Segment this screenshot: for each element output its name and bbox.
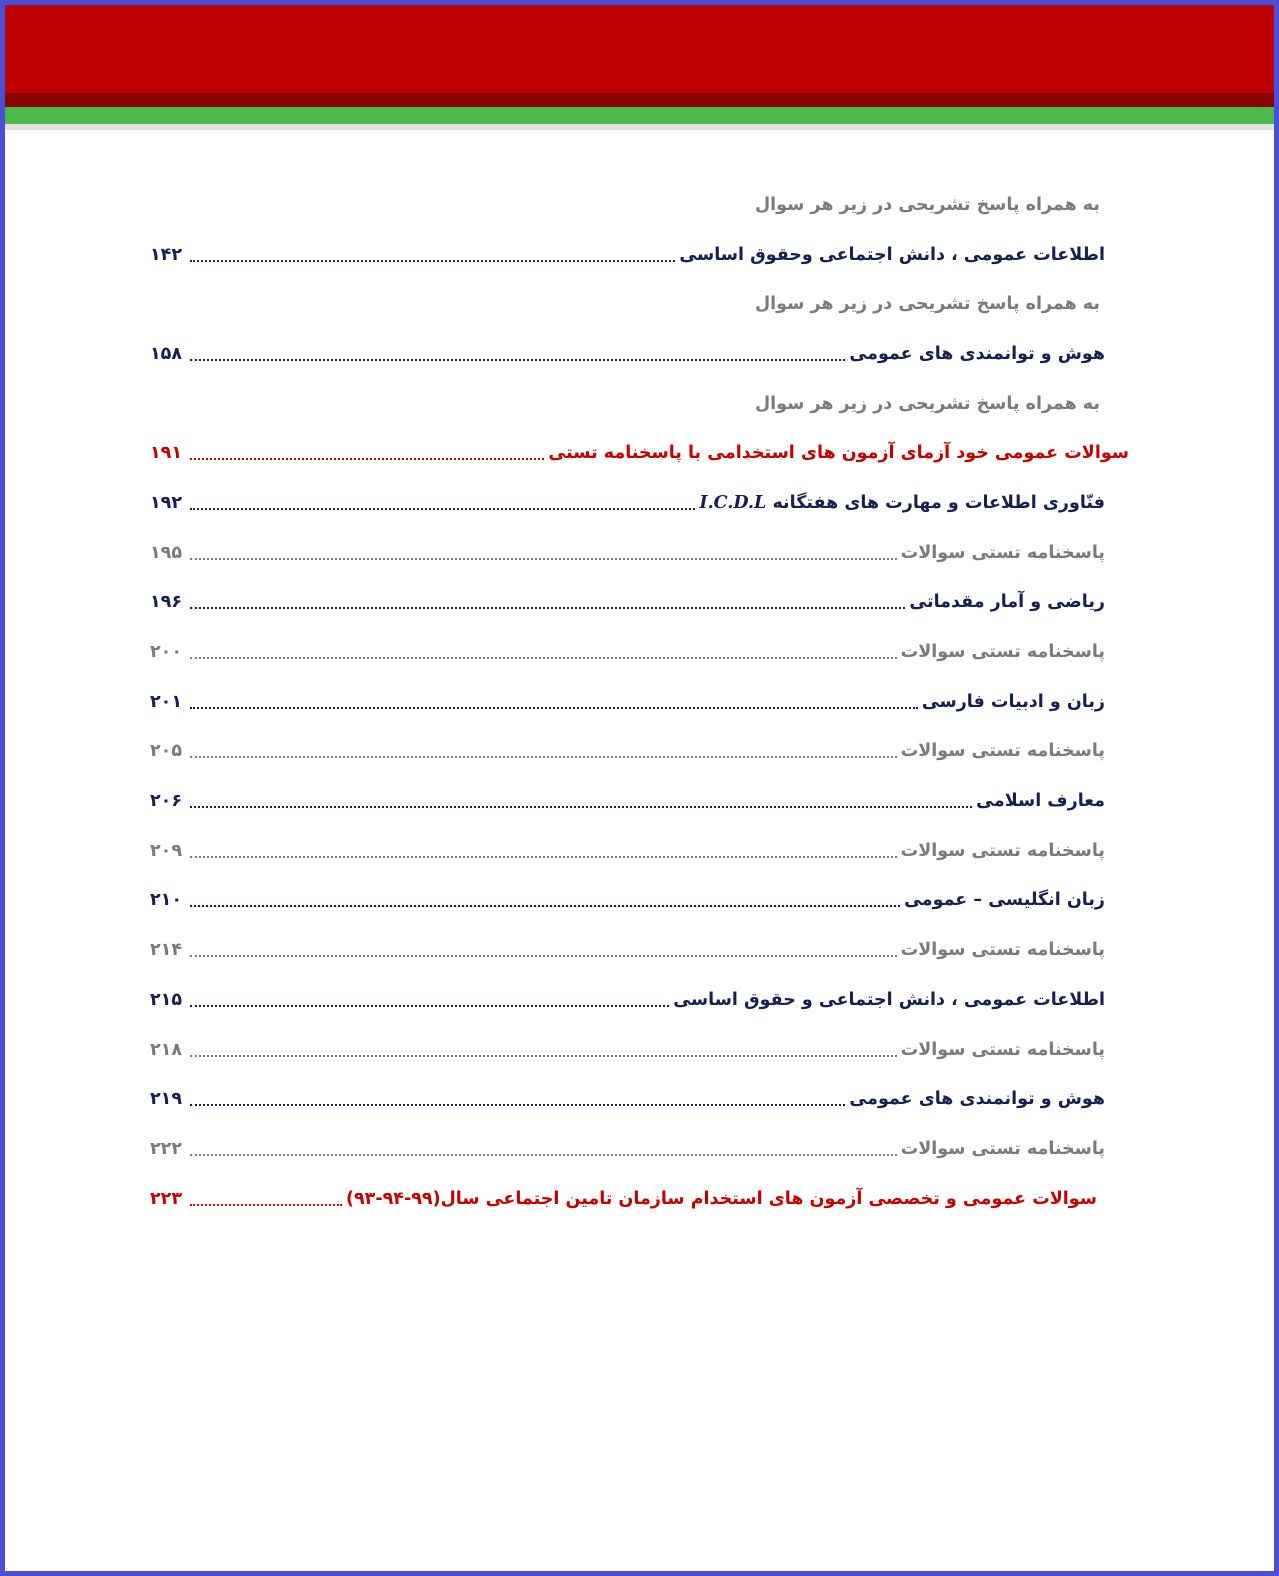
toc-entry-title-text: پاسخنامه تستی سوالات (900, 940, 1105, 961)
toc-page-number: ۲۰۵ (150, 741, 183, 762)
toc-entry-title-text: پاسخنامه تستی سوالات (900, 542, 1105, 563)
toc-entry[interactable] (150, 478, 1135, 528)
toc-dot-leader (190, 756, 897, 758)
toc-dot-leader (190, 508, 695, 510)
toc-entry-title (679, 245, 1105, 265)
toc-dot-leader (190, 1204, 342, 1206)
toc-dot-leader (190, 905, 900, 907)
toc-page-number: ۲۱۴ (150, 940, 183, 961)
toc-entry-title-text: ریاضی و آمار مقدماتی (909, 592, 1105, 613)
toc-entry-title (755, 394, 1100, 414)
toc-entry-title-text: پاسخنامه تستی سوالات (900, 1039, 1105, 1060)
toc-dot-leader (190, 1154, 897, 1156)
toc-entry-title (755, 195, 1100, 215)
toc-entry-title-text: زبان انگلیسی – عمومی (904, 890, 1105, 911)
toc-page-number: ۲۱۹ (150, 1089, 183, 1110)
toc-entry-title-text: سوالات عمومی و تخصصی آزمون های استخدام سازمان تامین اجتماعی سال(۹۹-۹۴-۹۳) (345, 1188, 1097, 1209)
toc-entry-title-text: به همراه پاسخ تشریحی در زیر هر سوال (754, 194, 1100, 215)
toc-entry[interactable] (150, 578, 1135, 628)
toc-entry-title-text: به همراه پاسخ تشریحی در زیر هر سوال (754, 294, 1100, 315)
toc-dot-leader (190, 558, 897, 560)
toc-entry[interactable] (150, 1124, 1135, 1174)
toc-entry-title-text: اطلاعات عمومی ، دانش اجتماعی و حقوق اساسی (673, 989, 1105, 1010)
toc-dot-leader (190, 260, 675, 262)
toc-page-number: ۱۵۸ (150, 343, 183, 364)
toc-entry[interactable] (150, 1025, 1135, 1075)
toc-entry-title-text: پاسخنامه تستی سوالات (900, 741, 1105, 762)
toc-entry-title-text: پاسخنامه تستی سوالات (900, 840, 1105, 861)
toc-page-number: ۲۰۰ (150, 642, 183, 663)
toc-entry-title (755, 294, 1100, 314)
toc-page-number: ۱۹۵ (150, 542, 183, 563)
toc-entry[interactable] (150, 826, 1135, 876)
toc-page-number: ۱۴۲ (150, 244, 183, 265)
toc-page-number: ۲۲۳ (150, 1188, 183, 1209)
header-gray-band (5, 124, 1274, 130)
toc-entry-title-text: به همراه پاسخ تشریحی در زیر هر سوال (754, 393, 1100, 414)
toc-entry-title-text: هوش و توانمندی های عمومی (849, 343, 1105, 364)
toc-entry-title (901, 940, 1105, 960)
toc-note (150, 279, 1135, 329)
toc-entry-title (346, 1189, 1097, 1209)
toc-entry-title (699, 493, 1105, 513)
toc-dot-leader (190, 955, 897, 957)
toc-page-number: ۲۱۵ (150, 989, 183, 1010)
toc-dot-leader (190, 359, 845, 361)
toc-entry[interactable] (150, 1074, 1135, 1124)
toc-note (150, 180, 1135, 230)
toc-page-number: ۲۱۰ (150, 890, 183, 911)
toc-page-number: ۲۰۹ (150, 840, 183, 861)
toc-page-number: ۲۰۶ (150, 791, 183, 812)
toc-entry-title (849, 1089, 1105, 1109)
toc-dot-leader (190, 1055, 897, 1057)
toc-entry-title-text: فنّاوری اطلاعات و مهارت های هفتگانه (772, 492, 1105, 513)
toc-page-number: ۲۱۸ (150, 1039, 183, 1060)
header-green-band (5, 107, 1274, 124)
toc-entry-title-text: سوالات عمومی خود آزمای آزمون های استخدامی با پاسخنامه تستی (548, 443, 1129, 464)
toc-entry[interactable] (150, 428, 1135, 478)
toc-entry-title (673, 990, 1105, 1010)
toc-entry-title (548, 443, 1129, 463)
toc-entry-title (904, 890, 1105, 910)
toc-page-number: ۱۹۶ (150, 592, 183, 613)
toc-dot-leader (190, 856, 897, 858)
toc-note (150, 379, 1135, 429)
toc-dot-leader (190, 707, 918, 709)
toc-entry[interactable] (150, 925, 1135, 975)
toc-entry-title (901, 1139, 1105, 1159)
toc-entry-title (909, 592, 1105, 612)
toc-entry-title (849, 344, 1105, 364)
toc-dot-leader (190, 458, 544, 460)
header-red-band (5, 5, 1274, 93)
toc-page-number: ۲۲۲ (150, 1138, 183, 1159)
toc-dot-leader (190, 607, 905, 609)
toc-entry[interactable] (150, 1174, 1135, 1224)
table-of-contents (150, 180, 1135, 1223)
toc-entry-title (901, 1040, 1105, 1060)
toc-entry-title-text: پاسخنامه تستی سوالات (900, 1138, 1105, 1159)
toc-entry[interactable] (150, 727, 1135, 777)
toc-entry-title (901, 642, 1105, 662)
toc-page-number: ۲۰۱ (150, 691, 183, 712)
toc-entry[interactable] (150, 975, 1135, 1025)
toc-dot-leader (190, 806, 972, 808)
header-dark-red-band (5, 93, 1274, 107)
toc-dot-leader (190, 1104, 845, 1106)
toc-dot-leader (190, 657, 897, 659)
toc-entry-title (922, 692, 1105, 712)
toc-entry[interactable] (150, 627, 1135, 677)
toc-entry[interactable] (150, 876, 1135, 926)
toc-entry[interactable] (150, 230, 1135, 280)
toc-page-number: ۱۹۲ (150, 492, 183, 513)
toc-entry-title (976, 791, 1105, 811)
toc-entry-title (901, 741, 1105, 761)
toc-entry-title (901, 841, 1105, 861)
toc-entry-title-text: پاسخنامه تستی سوالات (900, 642, 1105, 663)
toc-entry-title-latin: I.C.D.L (699, 492, 767, 513)
toc-entry[interactable] (150, 776, 1135, 826)
toc-page-number: ۱۹۱ (150, 443, 183, 464)
toc-entry-title-text: زبان و ادبیات فارسی (921, 691, 1105, 712)
toc-entry-title (901, 543, 1105, 563)
toc-entry-title-text: اطلاعات عمومی ، دانش اجتماعی وحقوق اساسی (679, 244, 1105, 265)
toc-dot-leader (190, 1005, 669, 1007)
toc-entry-title-text: معارف اسلامی (976, 791, 1105, 812)
toc-entry[interactable] (150, 329, 1135, 379)
toc-entry[interactable] (150, 528, 1135, 578)
toc-entry[interactable] (150, 677, 1135, 727)
toc-entry-title-text: هوش و توانمندی های عمومی (849, 1089, 1105, 1110)
